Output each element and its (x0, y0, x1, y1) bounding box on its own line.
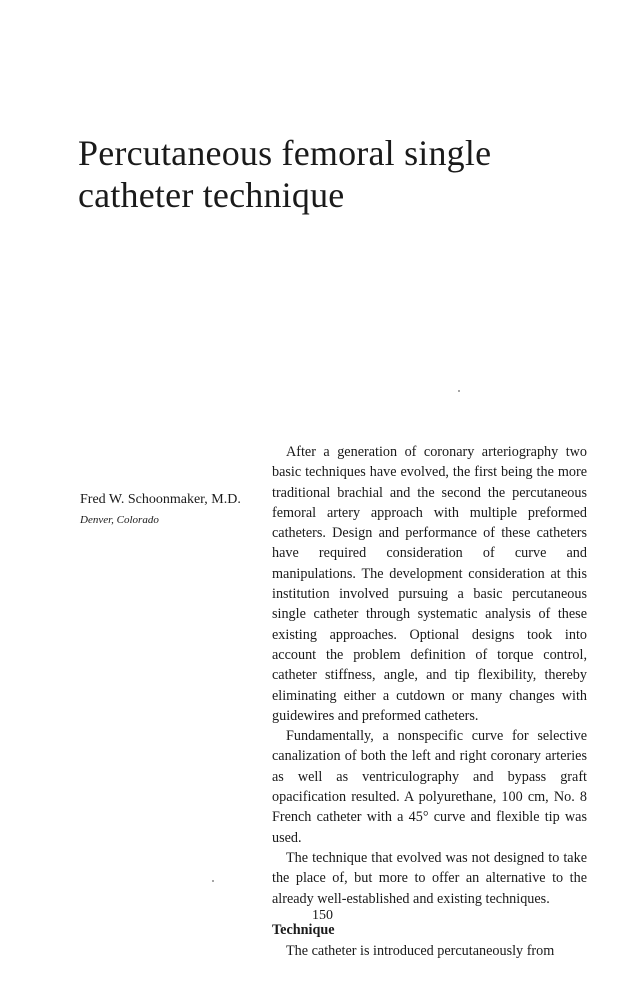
author-affiliation: Denver, Colorado (80, 514, 159, 526)
body-paragraph: After a generation of coronary arteriography two basic techniques have evolved, the first being the more traditional brachial and the second the percutaneous femoral artery approach with multiple preformed catheters. Design and performance of these catheters have required consideration of curve and manipulations. The development consideration at this institution involved pursuing a basic percutaneous single catheter through systematic analysis of these existing approaches. Optional designs took into account the problem definition of torque control, catheter stiffness, angle, and tip flexibility, thereby eliminating either a cutdown or many changes with guidewires and preformed catheters. (272, 444, 587, 724)
body-paragraph: Fundamentally, a nonspecific curve for selective canalization of both the left and right coronary arteries as well as ventriculography and bypass graft opacification resulted. A polyurethane, 100 cm, No. 8 French catheter with a 45° curve and flexible tip was used. (272, 728, 587, 846)
scan-speck (458, 390, 460, 392)
page-number: 150 (312, 908, 333, 923)
article-title: Percutaneous femoral single catheter technique (78, 133, 492, 215)
section-heading: Technique (272, 921, 335, 938)
body-paragraph: The technique that evolved was not designed to take the place of, but more to offer an alternative to the already well-established and existing techniques. (272, 849, 587, 907)
scan-speck (212, 880, 214, 882)
section-paragraph: The catheter is introduced percutaneously from (286, 942, 555, 959)
body-column (272, 442, 587, 961)
author-name: Fred W. Schoonmaker, M.D. (80, 492, 241, 507)
